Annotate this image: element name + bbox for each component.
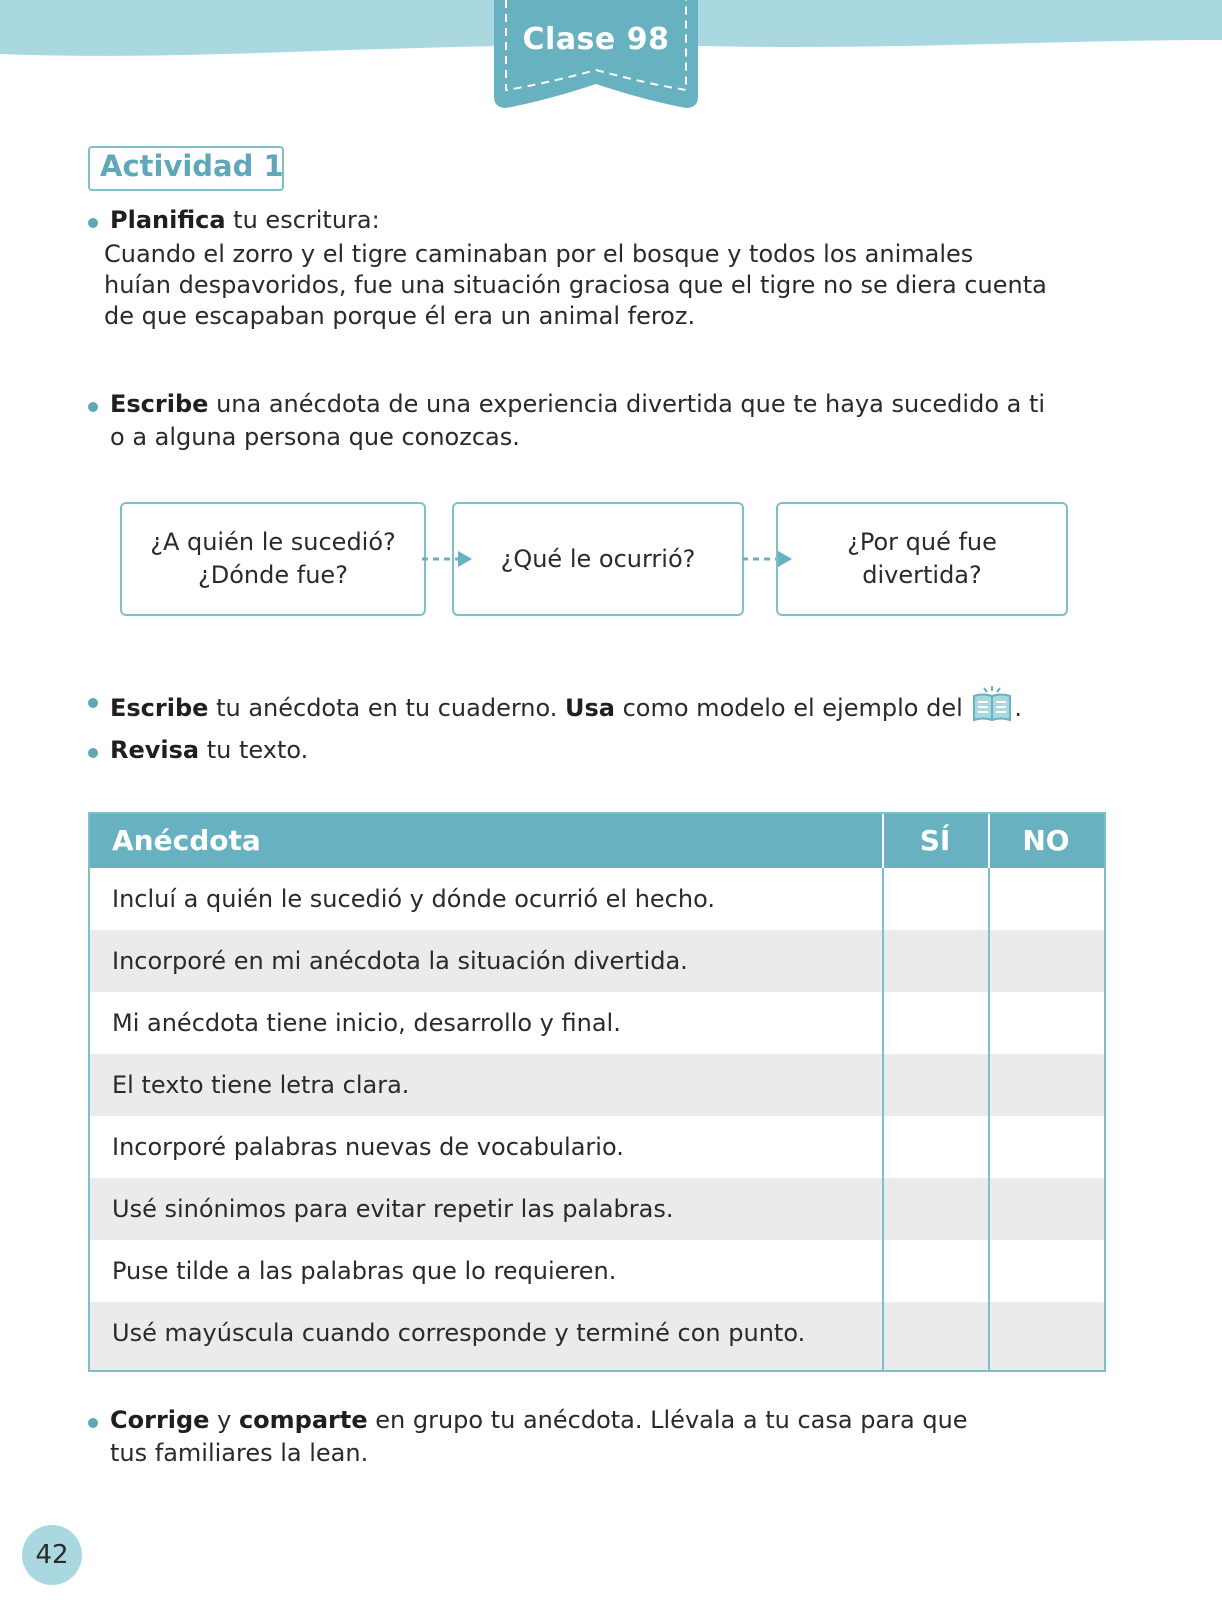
criterion-text: Puse tilde a las palabras que lo requieren. [112,1257,617,1285]
header-si: SÍ [919,824,951,857]
correct-instruction: Corrige y comparte en grupo tu anécdota. Llévala a tu casa para que [110,1406,968,1434]
review-instruction: Revisa tu texto. [110,736,309,764]
page-number: 42 [22,1525,82,1585]
review-section [88,734,1048,767]
flow-box-who-where [120,502,426,616]
table-header [90,814,1104,868]
flow-text: divertida? [862,561,982,589]
plan-paragraph [104,239,1048,332]
bullet-icon [88,1418,98,1428]
flow-text: ¿A quién le sucedió? [150,528,396,556]
table-row [90,868,1104,930]
header-divider [882,814,884,868]
write-instruction-line2: o a alguna persona que conozcas. [110,423,520,451]
correct-instruction-line2: tus familiares la lean. [110,1439,369,1467]
correct-section [88,1404,1048,1470]
criterion-text: Usé sinónimos para evitar repetir las palabras. [112,1195,674,1223]
table-row [90,1302,1104,1370]
notebook-instruction: Escribe tu anécdota en tu cuaderno. Usa como modelo el ejemplo del . [110,684,1048,725]
anecdote-checklist-table [88,812,1106,1372]
flow-text: ¿Dónde fue? [198,561,348,589]
plan-line: de que escapaban porque él era un animal feroz. [104,302,696,330]
header-anecdota: Anécdota [112,824,261,857]
flow-box-why-funny [776,502,1068,616]
write-section [88,388,1048,454]
write-instruction: Escribe una anécdota de una experiencia divertida que te haya sucedido a ti [110,390,1046,418]
criterion-text: Incorporé en mi anécdota la situación divertida. [112,947,688,975]
plan-instruction: Planifica tu escritura: [110,206,380,234]
activity-title: Actividad 1 [88,146,284,191]
table-row [90,1116,1104,1178]
criterion-text: Incluí a quién le sucedió y dónde ocurrió el hecho. [112,885,715,913]
column-divider [882,814,884,1370]
notebook-section [88,684,1048,725]
criterion-text: El texto tiene letra clara. [112,1071,410,1099]
bullet-icon [88,698,98,708]
plan-section [88,204,1048,332]
flow-box-what-happened [452,502,744,616]
bullet-icon [88,402,98,412]
book-icon [970,684,1014,724]
criterion-text: Incorporé palabras nuevas de vocabulario. [112,1133,624,1161]
table-row [90,1240,1104,1302]
flow-text: ¿Por qué fue [847,528,997,556]
table-row [90,1054,1104,1116]
header-divider [988,814,990,868]
criterion-text: Usé mayúscula cuando corresponde y terminé con punto. [112,1319,806,1347]
plan-line: Cuando el zorro y el tigre caminaban por el bosque y todos los animales [104,240,974,268]
table-row [90,992,1104,1054]
bullet-icon [88,748,98,758]
table-row [90,1178,1104,1240]
flow-text: ¿Qué le ocurrió? [500,544,696,573]
class-title: Clase 98 [522,22,670,57]
criterion-text: Mi anécdota tiene inicio, desarrollo y final. [112,1009,621,1037]
table-row [90,930,1104,992]
bullet-icon [88,218,98,228]
column-divider [988,814,990,1370]
header-no: NO [1022,824,1070,857]
plan-line: huían despavoridos, fue una situación graciosa que el tigre no se diera cuenta [104,271,1047,299]
